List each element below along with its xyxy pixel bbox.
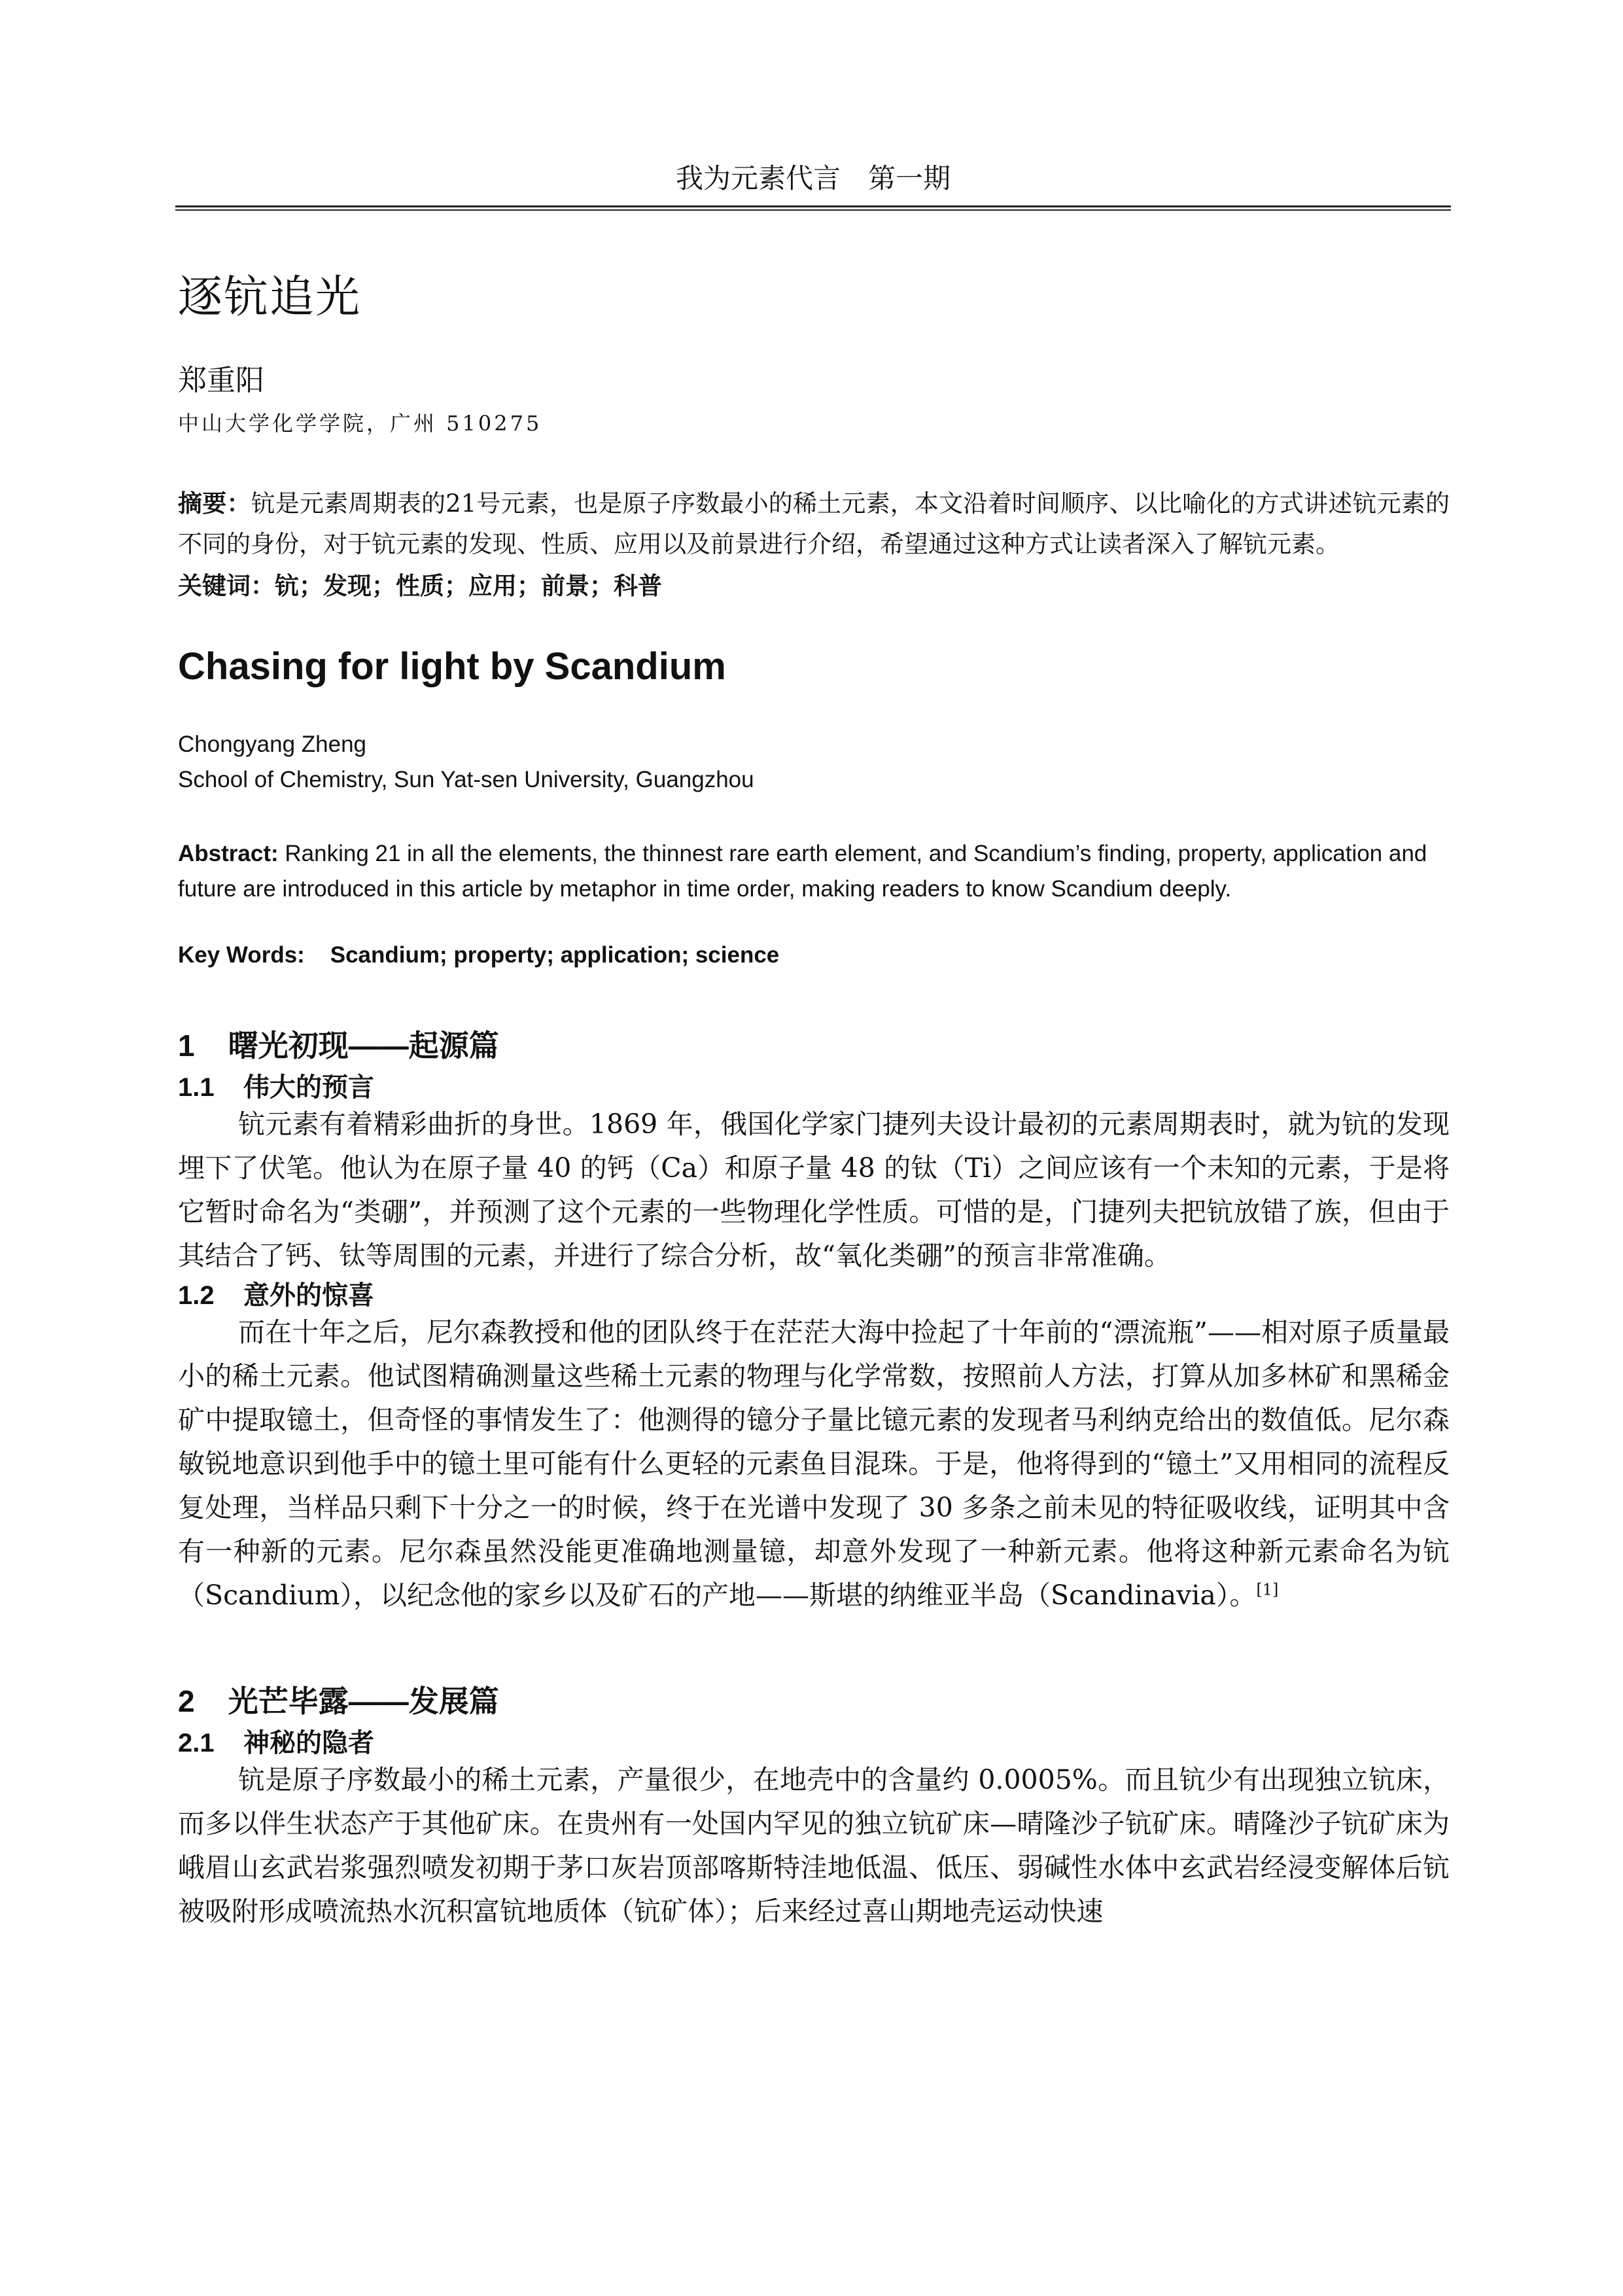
chinese-abstract xyxy=(178,483,1450,565)
section-1-2-heading: 1.2 意外的惊喜 xyxy=(178,1281,375,1310)
running-header: 我为元素代言 第一期 xyxy=(675,162,951,194)
chinese-title: 逐钪追光 xyxy=(178,272,362,323)
english-author: Chongyang Zheng xyxy=(178,732,366,757)
chinese-abstract-label: 摘要： xyxy=(178,489,251,518)
header-rule-thin xyxy=(175,209,1451,211)
section-2-1-heading: 2.1 神秘的隐者 xyxy=(178,1729,375,1757)
english-title: Chasing for light by Scandium xyxy=(178,645,726,688)
section-1-2-paragraph xyxy=(178,1311,1450,1617)
chinese-abstract-text: 钪是元素周期表的21号元素，也是原子序数最小的稀土元素，本文沿着时间顺序、以比喻化的方式讲述钪元素的不同的身份，对于钪元素的发现、性质、应用以及前景进行介绍，希望通过这种方式让读者深入了解钪元素。 xyxy=(178,489,1450,558)
english-abstract-label: Abstract: xyxy=(178,841,279,866)
chinese-author: 郑重阳 xyxy=(178,364,264,397)
english-affiliation: School of Chemistry, Sun Yat-sen University, Guangzhou xyxy=(178,767,754,792)
section-1-2-text: 而在十年之后，尼尔森教授和他的团队终于在茫茫大海中捡起了十年前的“漂流瓶”——相对原子质量最小的稀土元素。他试图精确测量这些稀土元素的物理与化学常数，按照前人方法，打算从加多林矿和黑稀金矿中提取镱土，但奇怪的事情发生了：他测得的镱分子量比镱元素的发现者马利纳克给出的数值低。尼尔森敏锐地意识到他手中的镱土里可能有什么更轻的元素鱼目混珠。于是，他将得到的“镱土”又用相同的流程反复处理，当样品只剩下十分之一的时候，终于在光谱中发现了 30 多条之前未见的特征吸收线，证明其中含有一种新的元素。尼尔森虽然没能更准确地测量镱，却意外发现了一种新元素。他将这种新元素命名为钪（Scandium），以纪念他的家乡以及矿石的产地——斯堪的纳维亚半岛（Scandinavia）。 xyxy=(178,1316,1450,1611)
english-abstract xyxy=(178,836,1450,907)
english-keywords: Key Words: Scandium; property; application; science xyxy=(178,942,780,968)
section-1-1-paragraph: 钪元素有着精彩曲折的身世。1869 年，俄国化学家门捷列夫设计最初的元素周期表时，就为钪的发现埋下了伏笔。他认为在原子量 40 的钙（Ca）和原子量 48 的钛（Ti）之间应该有一个未知的元素，于是将它暂时命名为“类硼”，并预测了这个元素的一些物理化学性质。可惜的是，门捷列夫把钪放错了族，但由于其结合了钙、钛等周围的元素，并进行了综合分析，故“氧化类硼”的预言非常准确。 xyxy=(178,1108,1450,1271)
header-rule xyxy=(175,205,1451,207)
reference-marker: [1] xyxy=(1256,1580,1279,1599)
section-2-heading: 2 光芒毕露——发展篇 xyxy=(178,1684,499,1718)
chinese-keywords: 关键词：钪；发现；性质；应用；前景；科普 xyxy=(178,571,662,600)
english-abstract-text: Ranking 21 in all the elements, the thinnest rare earth element, and Scandium’s finding, property, application and future are introduced in this article by metaphor in time order, making readers to know Scandium deeply. xyxy=(178,841,1427,902)
section-1-heading: 1 曙光初现——起源篇 xyxy=(178,1029,499,1063)
section-2-1-paragraph: 钪是原子序数最小的稀土元素，产量很少，在地壳中的含量约 0.0005%。而且钪少有出现独立钪床，而多以伴生状态产于其他矿床。在贵州有一处国内罕见的独立钪矿床—晴隆沙子钪矿床。晴隆沙子钪矿床为峨眉山玄武岩浆强烈喷发初期于茅口灰岩顶部喀斯特洼地低温、低压、弱碱性水体中玄武岩经浸变解体后钪被吸附形成喷流热水沉积富钪地质体（钪矿体）；后来经过喜山期地壳运动快速 xyxy=(178,1764,1450,1927)
chinese-affiliation: 中山大学化学学院，广州 510275 xyxy=(178,411,542,436)
section-1-1-heading: 1.1 伟大的预言 xyxy=(178,1073,375,1102)
